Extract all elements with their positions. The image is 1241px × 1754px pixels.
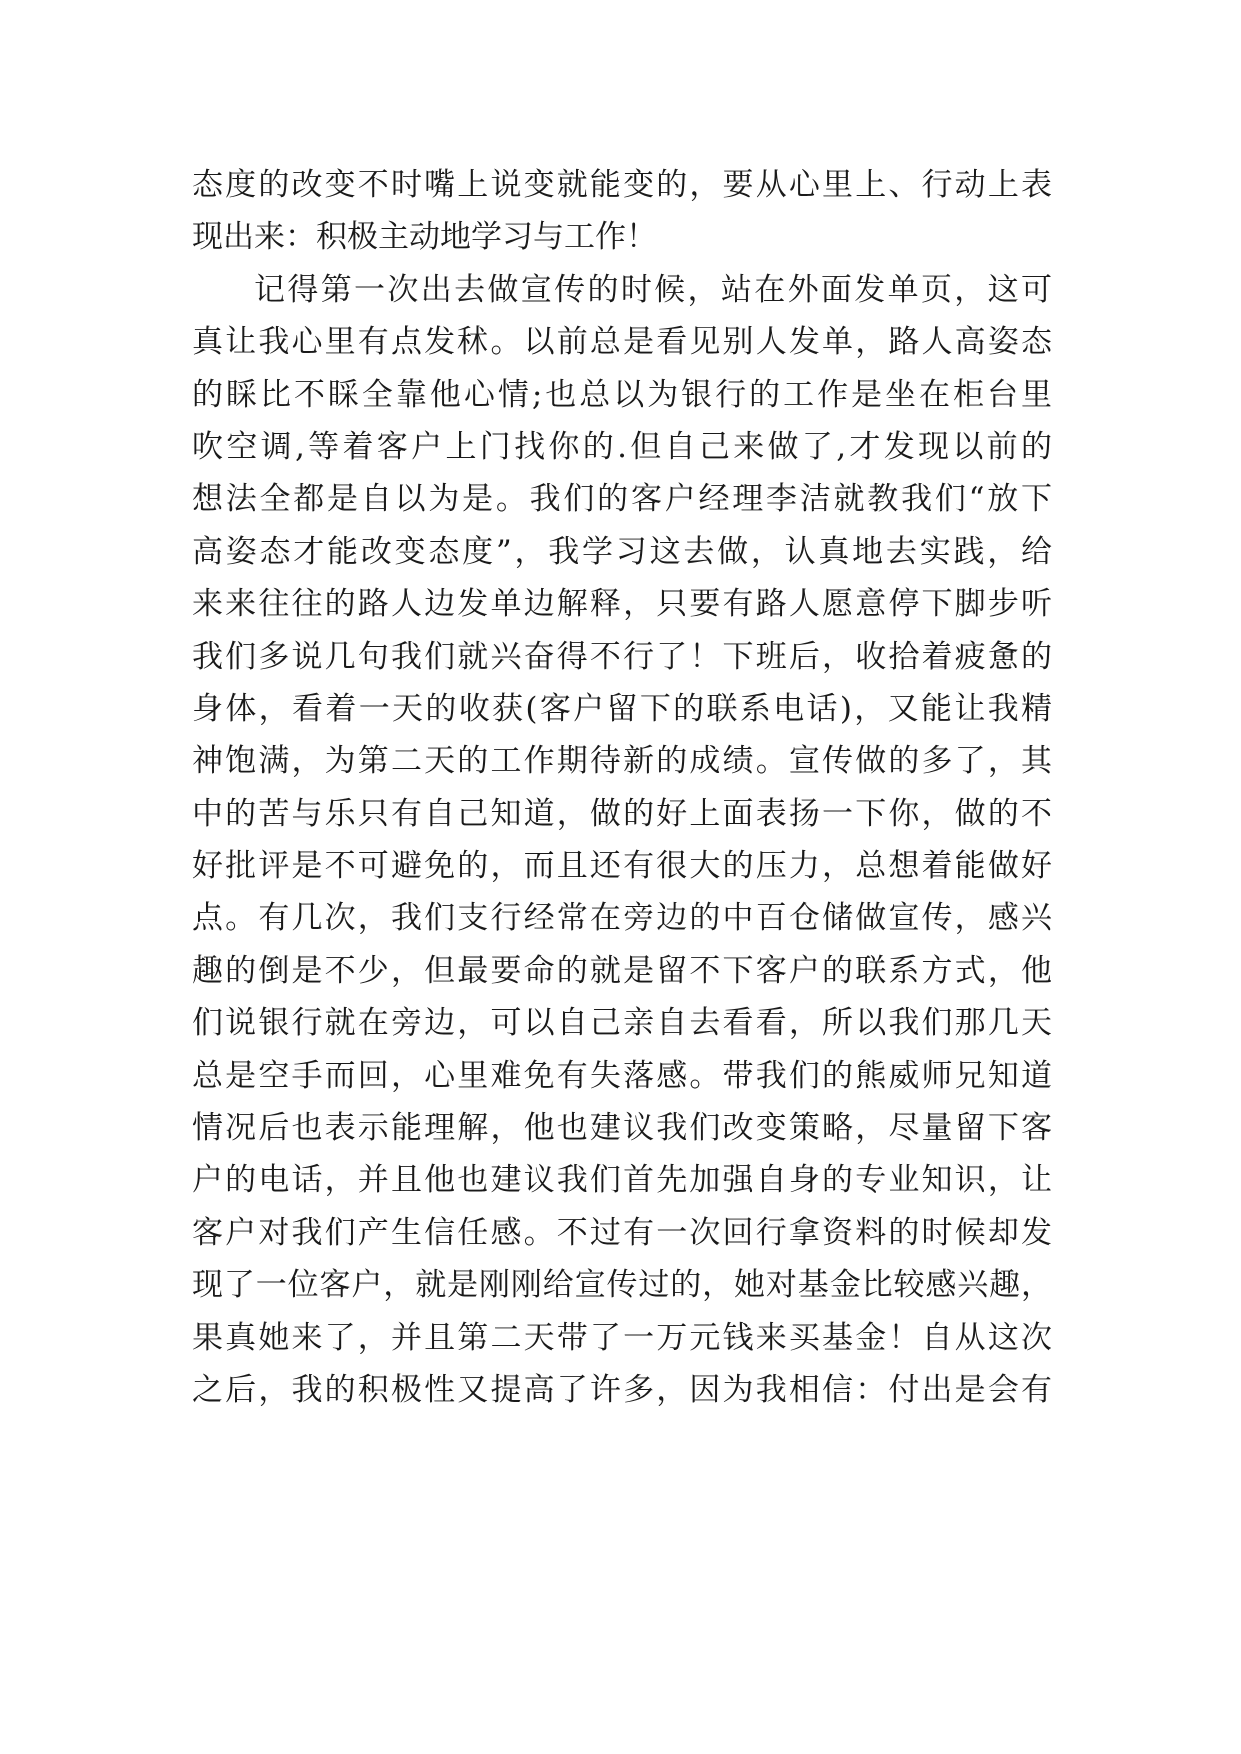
text-line: 总是空手而回，心里难免有失落感。带我们的熊威师兄知道 — [192, 1057, 1052, 1094]
body-text — [192, 159, 1052, 1416]
text-line: 趣的倒是不少，但最要命的就是留不下客户的联系方式，他 — [192, 952, 1052, 989]
text-line: 高姿态才能改变态度”，我学习这去做，认真地去实践，给 — [192, 533, 1052, 570]
text-line: 中的苦与乐只有自己知道，做的好上面表扬一下你，做的不 — [192, 795, 1052, 832]
text-line: 态度的改变不时嘴上说变就能变的，要从心里上、行动上表 — [192, 167, 1052, 203]
text-line: 好批评是不可避免的，而且还有很大的压力，总想着能做好 — [192, 848, 1052, 885]
text-line: 真让我心里有点发秫。以前总是看见别人发单，路人高姿态 — [192, 324, 1052, 361]
text-line: 果真她来了，并且第二天带了一万元钱来买基金！自从这次 — [192, 1319, 1052, 1356]
text-line: 之后，我的积极性又提高了许多，因为我相信：付出是会有 — [192, 1371, 1052, 1408]
text-line: 来来往往的路人边发单边解释，只要有路人愿意停下脚步听 — [192, 586, 1052, 623]
text-line: 神饱满，为第二天的工作期待新的成绩。宣传做的多了，其 — [192, 743, 1052, 780]
text-line: 现出来：积极主动地学习与工作！ — [192, 219, 657, 256]
text-line: 记得第一次出去做宣传的时候，站在外面发单页，这可 — [254, 271, 1052, 308]
text-line: 想法全都是自以为是。我们的客户经理李洁就教我们“放下 — [192, 481, 1052, 518]
text-line: 现了一位客户，就是刚刚给宣传过的，她对基金比较感兴趣， — [192, 1267, 1052, 1304]
text-line: 们说银行就在旁边，可以自己亲自去看看，所以我们那几天 — [192, 1005, 1052, 1042]
text-line: 客户对我们产生信任感。不过有一次回行拿资料的时候却发 — [192, 1214, 1052, 1251]
text-line: 情况后也表示能理解，他也建议我们改变策略，尽量留下客 — [192, 1110, 1052, 1147]
text-line: 的睬比不睬全靠他心情;也总以为银行的工作是坐在柜台里 — [192, 376, 1052, 413]
text-line: 吹空调,等着客户上门找你的.但自己来做了,才发现以前的 — [192, 428, 1052, 465]
text-line: 我们多说几句我们就兴奋得不行了！下班后，收拾着疲惫的 — [192, 638, 1052, 675]
text-line: 身体，看着一天的收获(客户留下的联系电话)，又能让我精 — [192, 690, 1052, 727]
text-line: 户的电话，并且他也建议我们首先加强自身的专业知识，让 — [192, 1162, 1052, 1199]
text-line: 点。有几次，我们支行经常在旁边的中百仓储做宣传，感兴 — [192, 900, 1052, 937]
